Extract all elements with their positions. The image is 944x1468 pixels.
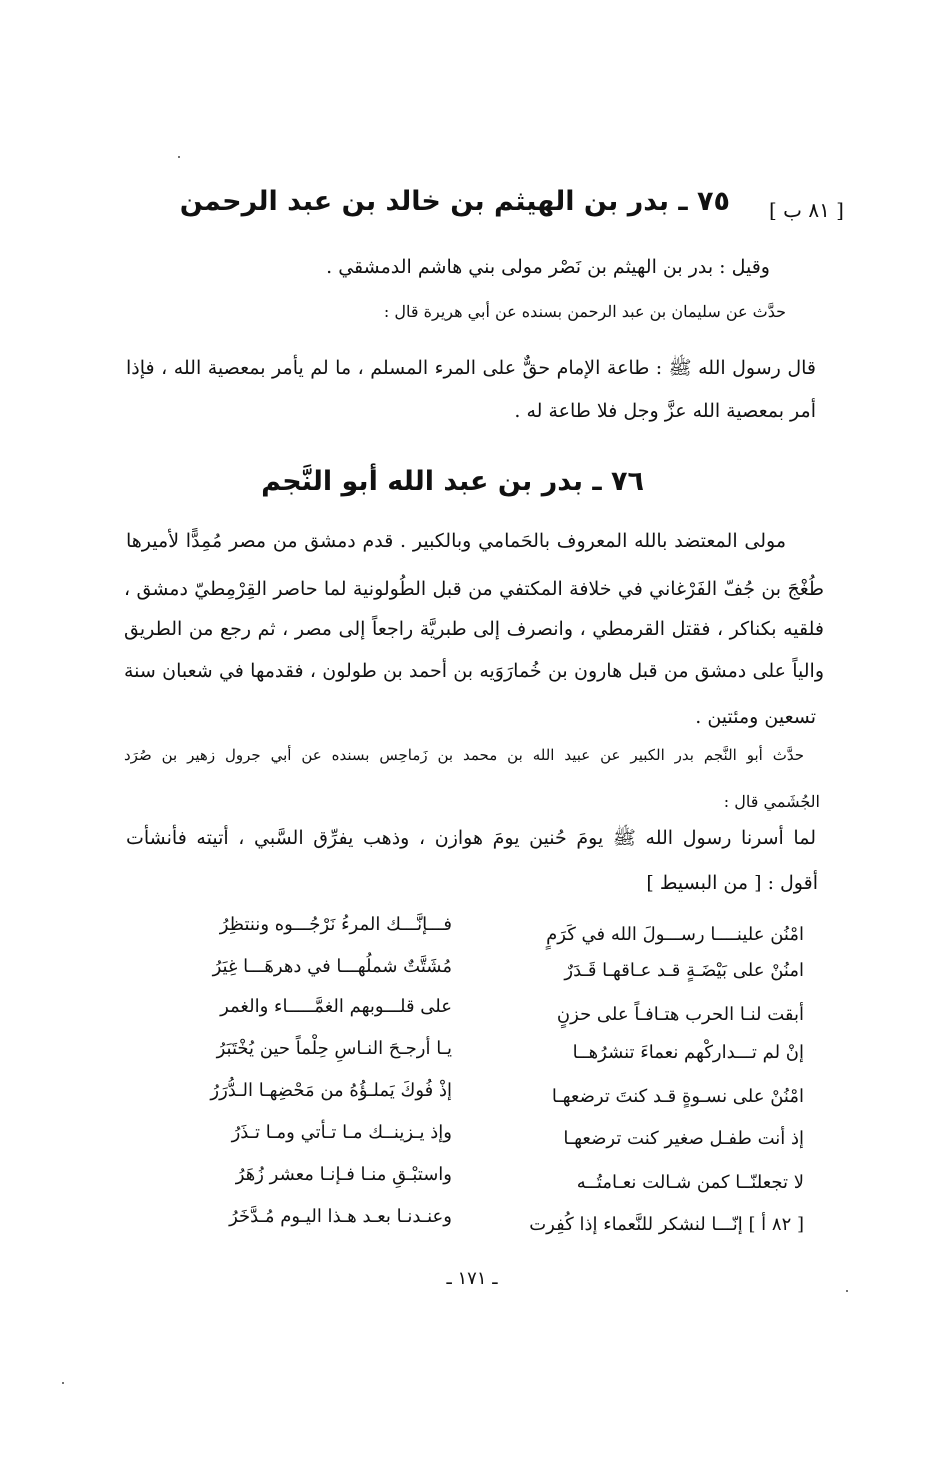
poem-verse-1-first: امْنُن علينــــا رســـولَ الله في كَرَمٍ: [546, 924, 804, 945]
poem-verse-6-first: إذ أنت طفـل صغير كنت ترضعهـا: [563, 1128, 804, 1149]
poem-verse-7-second: واستبْـقِ منـا فـإنـا معشر زُهَرُ: [235, 1164, 452, 1185]
entry-76-title: ٧٦ ـ بدر بن عبد الله أبو النَّجم: [261, 466, 644, 497]
poem-verse-3-first: أبقت لنـا الحرب هتـافـاً على حزنٍ: [556, 1004, 804, 1025]
poem-verse-6-second: وإذ يـزينــك مـا تـأتي ومـا تـذَرُ: [231, 1122, 452, 1143]
poem-verse-4-second: يـا أرجـحَ النـاسِ حِلْماً حين يُخْتَبَرُ: [216, 1038, 452, 1059]
ink-speck: [62, 1382, 64, 1384]
poem-verse-2-second: مُشَتَّتٌ شملُهـــا في دهرهَـــا غِيَرُ: [212, 956, 452, 977]
poem-verse-7-first: لا تجعلنّــا كمن شـالت نعـامتُــه: [576, 1172, 804, 1193]
poem-verse-4-first: إنْ لم تـــداركْهم نعماءَ تنشرُهــا: [572, 1042, 804, 1063]
page-number: ـ ١٧١ ـ: [446, 1268, 498, 1289]
entry-76-bio-line-2: طُغْجَ بن جُفّ الفَرْغاني في خلافة المكتفي من قبل الطُولونية لما حاصر القِرْمِطيّ دمشق ،: [124, 578, 824, 600]
ink-speck: [178, 156, 180, 158]
ink-speck: [846, 1290, 848, 1292]
poem-verse-3-second: على قلـــوبهم الغمَّـــــاء والغمر: [220, 996, 452, 1017]
entry-76-isnad-line-2: الجُشَمي قال :: [723, 792, 820, 811]
entry-76-bio-line-1: مولى المعتضد بالله المعروف بالحَمامي وبالكبير . قدم دمشق من مصر مُمِدًّا لأميرها: [126, 530, 786, 552]
entry-75-hadith-line-1: قال رسول الله ﷺ : طاعة الإمام حقٌّ على المرء المسلم ، ما لم يأمر بمعصية الله ، فإذا: [126, 357, 816, 379]
poem-verse-8-first: [ ٨٢ أ ] إنّـــا لنشكر للنَّعماء إذا كُفِرت: [529, 1214, 804, 1235]
entry-75-isnad: حدَّث عن سليمان بن عبد الرحمن بسنده عن أبي هريرة قال :: [383, 302, 786, 321]
poem-verse-2-first: امنُنْ على بَيْضَـةٍ قـد عـاقهـا قَـدَرٌ: [564, 960, 804, 981]
entry-75-alias: وقيل : بدر بن الهيثم بن نَصْر مولى بني هاشم الدمشقي .: [326, 256, 770, 278]
folio-margin-note: [ ٨١ ب ]: [768, 198, 844, 222]
entry-76-bio-line-5: تسعين ومئتين .: [695, 706, 816, 728]
poem-verse-5-first: امْنُنْ على نسـوةٍ قـد كنتَ ترضعهـا: [551, 1086, 804, 1107]
poem-verse-1-second: فـــإنَّـــك المرءُ نَرْجُـــوه وننتظِرُ: [219, 914, 452, 935]
entry-76-bio-line-4: والياً على دمشق من قبل هارون بن خُمارَوَيه بن أحمد بن طولون ، فقدمها في شعبان سنة: [124, 660, 824, 682]
entry-76-isnad-line-1: حدَّث أبو النَّجم بدر الكبير عن عبيد الله بن محمد بن زَماحِس بسنده عن أبي جرول زهير بن صُرَد: [124, 746, 804, 764]
entry-76-bio-line-3: فلقيه بكناكر ، فقتل القرمطي ، وانصرف إلى طبريَّة راجعاً إلى مصر ، ثم رجع من الطريق: [124, 618, 824, 640]
entry-75-hadith-line-2: أمر بمعصية الله عزَّ وجل فلا طاعة له .: [514, 400, 816, 422]
poem-verse-8-second: وعنـدنـا بعـد هـذا اليـوم مُـدَّخَرُ: [229, 1206, 452, 1227]
entry-76-narrative-line-2: أقول : [ من البسيط ]: [646, 872, 818, 894]
entry-76-narrative-line-1: لما أسرنا رسول الله ﷺ يومَ حُنين يومَ هوازن ، وذهب يفرِّق السَّبي ، أتيته فأنشأت: [126, 827, 816, 849]
poem-verse-5-second: إذْ فُوكَ يَملـؤُهُ من مَحْضِهـا الـدُّرَرُ: [210, 1080, 452, 1101]
entry-75-title: ٧٥ ـ بدر بن الهيثم بن خالد بن عبد الرحمن: [179, 186, 730, 217]
